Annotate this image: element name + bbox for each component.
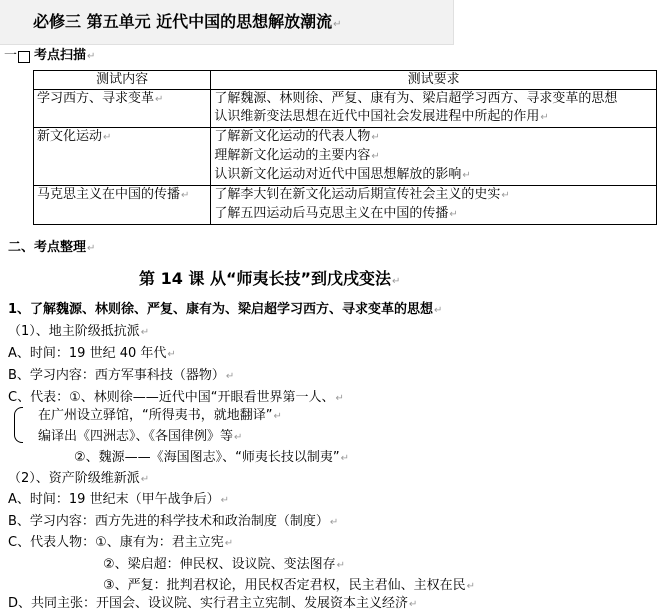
section2-heading: 二、考点整理↵ bbox=[8, 240, 96, 255]
landlord-content: B、学习内容：西方军事科技（器物）↵ bbox=[8, 368, 235, 383]
layout-anchor-box bbox=[18, 51, 30, 63]
table-header-row bbox=[34, 71, 657, 90]
bourgeois-reps: C、代表人物：①、康有为：君主立宪↵ bbox=[8, 535, 234, 550]
row-requirements bbox=[211, 90, 657, 128]
document-title: 必修三 第五单元 近代中国的思想解放潮流↵ bbox=[33, 12, 342, 31]
requirement-line: 了解新文化运动的代表人物↵ bbox=[214, 129, 380, 144]
landlord-rep2: ②、魏源——《海国图志》、“师夷长技以制夷”↵ bbox=[74, 450, 350, 465]
requirements-table bbox=[33, 70, 657, 225]
requirement-line: 了解五四运动后马克思主义在中国的传播↵ bbox=[214, 206, 458, 221]
row-requirements bbox=[211, 186, 657, 225]
point1-heading: 1、了解魏源、林则徐、严复、康有为、梁启超学习西方、寻求变革的思想↵ bbox=[8, 302, 443, 317]
table-row bbox=[34, 186, 657, 225]
lesson-title: 第 14 课 从“师夷长技”到戊戌变法↵ bbox=[139, 269, 401, 288]
landlord-sub1: 在广州设立驿馆，“所得夷书，就地翻译”↵ bbox=[38, 408, 282, 423]
row-topic: 新文化运动↵ bbox=[34, 128, 211, 186]
landlord-time: A、时间：19 世纪 40 年代↵ bbox=[8, 346, 176, 361]
row-topic: 马克思主义在中国的传播↵ bbox=[34, 186, 211, 225]
bourgeois-content: B、学习内容：西方先进的科学技术和政治制度（制度）↵ bbox=[8, 514, 339, 529]
row-topic: 学习西方、寻求变革↵ bbox=[34, 90, 211, 128]
requirement-line: 认识新文化运动对近代中国思想解放的影响↵ bbox=[214, 167, 471, 182]
requirement-line: 了解李大钊在新文化运动后期宣传社会主义的史实↵ bbox=[214, 187, 510, 202]
landlord-label: （1）、地主阶级抵抗派↵ bbox=[8, 324, 150, 339]
brace-icon bbox=[14, 407, 23, 443]
paragraph-mark: ↵ bbox=[333, 19, 342, 30]
table-row bbox=[34, 128, 657, 186]
landlord-sub2: 编译出《四洲志》、《各国律例》等↵ bbox=[38, 429, 243, 444]
header-requirement: 测试要求 bbox=[211, 71, 657, 90]
header-content: 测试内容 bbox=[34, 71, 211, 90]
bourgeois-rep3: ③、严复：批判君权论，用民权否定君权，民主君仙、主权在民↵ bbox=[103, 578, 476, 593]
bourgeois-time: A、时间：19 世纪末（甲午战争后）↵ bbox=[8, 492, 229, 507]
row-requirements bbox=[211, 128, 657, 186]
landlord-reps: C、代表：①、林则徐——近代中国“开眼看世界第一人、↵ bbox=[8, 390, 344, 405]
bourgeois-rep2: ②、梁启超：伸民权、设议院、变法图存↵ bbox=[103, 557, 346, 572]
section1-heading: 考点扫描↵ bbox=[34, 48, 96, 63]
requirement-line: 理解新文化运动的主要内容↵ bbox=[214, 148, 380, 163]
bourgeois-common: D、共同主张：开国会、设议院、实行君主立宪制、发展资本主义经济↵ bbox=[8, 596, 418, 611]
table-row bbox=[34, 90, 657, 128]
requirement-line: 认识维新变法思想在近代中国社会发展进程中所起的作用↵ bbox=[214, 109, 549, 124]
section1-marker: 一 bbox=[4, 48, 18, 63]
requirement-line: 了解魏源、林则徐、严复、康有为、梁启超学习西方、寻求变革的思想 bbox=[214, 91, 618, 106]
bourgeois-label: （2）、资产阶级维新派↵ bbox=[8, 471, 150, 486]
